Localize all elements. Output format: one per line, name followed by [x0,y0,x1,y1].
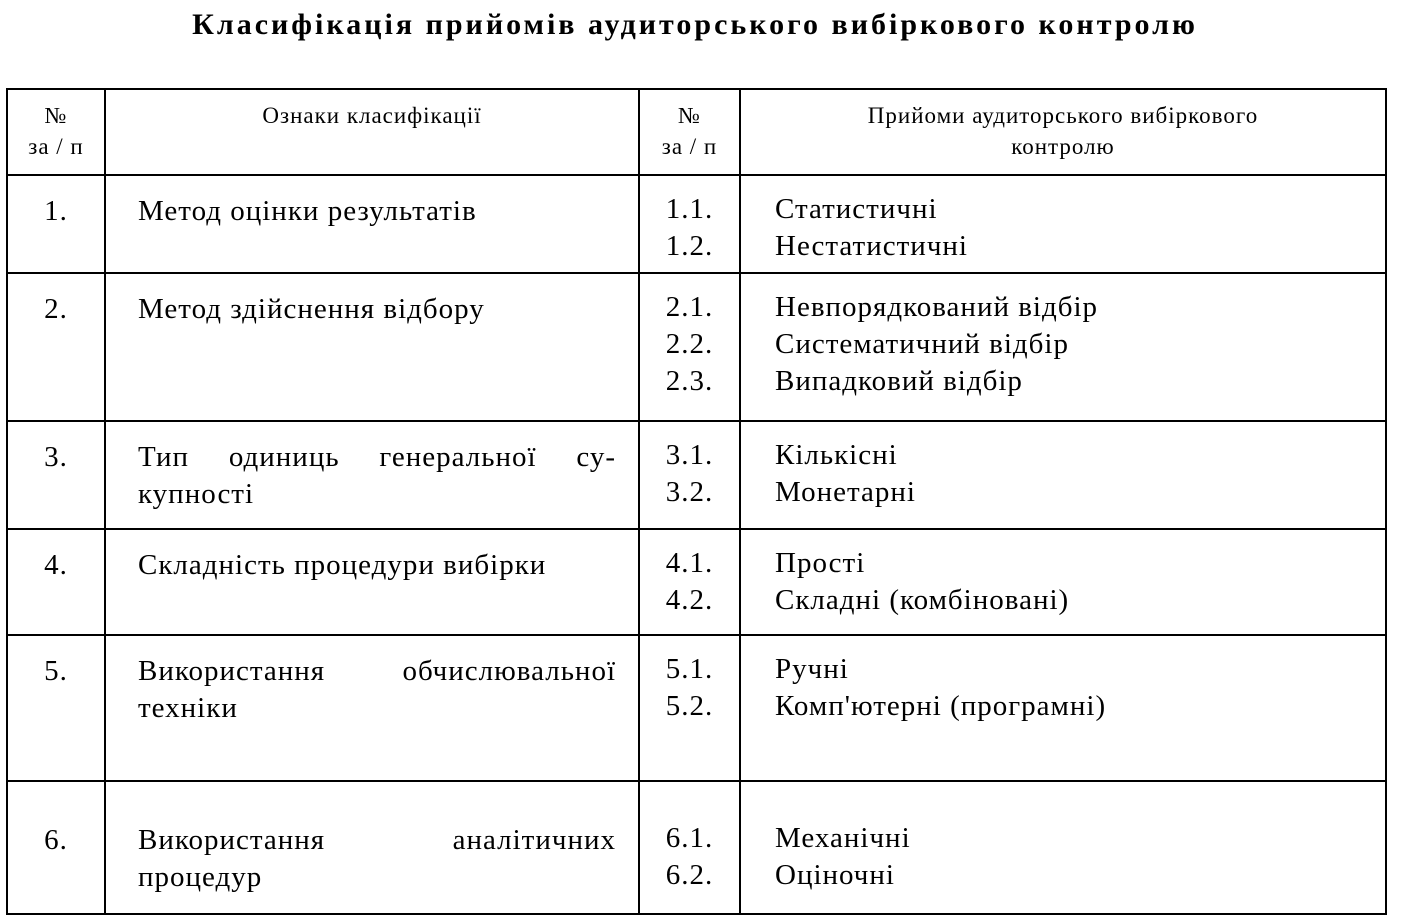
header-sign-label: Ознаки класифікації [262,103,482,128]
header-num-order: за / п [28,134,84,159]
header-classification-sign [105,89,639,175]
header-subnum-sign: № [678,103,701,128]
classification-table [6,88,1387,915]
header-methods [740,89,1386,175]
method-label: Монетарні [775,476,916,508]
method-numbers [639,781,740,914]
header-methods-line-1: Прийоми аудиторського вибіркового [867,103,1259,128]
method-label: Статистичні [775,193,938,225]
method-label: Нестатистичні [775,230,968,262]
method-labels [740,175,1386,273]
classification-sign [105,273,639,421]
classification-sign [105,175,639,273]
method-label: Комп'ютерні (програмні) [775,690,1107,722]
classification-sign [105,421,639,529]
row-number: 3. [7,421,105,529]
method-number: 2.2. [665,328,714,360]
method-number: 5.2. [665,690,714,722]
method-labels [740,781,1386,914]
row-number: 6. [7,781,105,914]
table-row [7,781,1386,914]
method-numbers [639,175,740,273]
classification-sign [105,635,639,781]
header-methods-line-2: контролю [1011,134,1115,159]
table-header-row [7,89,1386,175]
classification-sign-text: Метод здійснення відбору [138,293,485,325]
method-number: 1.2. [665,230,714,262]
method-number: 1.1. [665,193,714,225]
method-number: 5.1. [665,653,714,685]
row-number: 1. [7,175,105,273]
header-subnum-order: за / п [661,134,718,159]
method-number: 4.1. [665,547,714,579]
method-number: 3.1. [665,439,714,471]
method-label: Прості [775,547,866,579]
row-number: 5. [7,635,105,781]
table-row [7,175,1386,273]
method-labels [740,529,1386,635]
table-row [7,273,1386,421]
method-numbers [639,273,740,421]
method-label: Невпорядкований відбір [775,291,1099,323]
header-subnum [639,89,740,175]
method-labels [740,635,1386,781]
method-number: 6.2. [665,859,714,891]
method-label: Механічні [775,822,911,854]
classification-sign-text: Метод оцінки результатів [138,195,477,227]
row-number: 2. [7,273,105,421]
method-label: Випадковий відбір [775,365,1023,397]
page-title: Класифікація прийомів аудиторського вибіркового контролю [192,8,1198,41]
classification-sign [105,529,639,635]
method-numbers [639,529,740,635]
method-label: Складні (комбіновані) [775,584,1070,616]
method-labels [740,273,1386,421]
method-labels [740,421,1386,529]
method-number: 2.1. [665,291,714,323]
method-label: Ручні [775,653,849,685]
row-number: 4. [7,529,105,635]
classification-sign-text: Складність процедури вибірки [138,549,547,581]
table-row [7,635,1386,781]
table-row [7,421,1386,529]
header-num [7,89,105,175]
classification-sign [105,781,639,914]
method-numbers [639,421,740,529]
classification-sign-text: Використання обчислювальної техніки [138,655,616,724]
method-numbers [639,635,740,781]
table-row [7,529,1386,635]
method-number: 3.2. [665,476,714,508]
classification-sign-text: Використання аналітичних процедур [138,824,616,893]
classification-sign-text: Тип одиниць генеральної су-купності [138,441,616,510]
method-number: 2.3. [665,365,714,397]
header-num-sign: № [44,103,68,128]
method-number: 4.2. [665,584,714,616]
method-label: Оціночні [775,859,895,891]
method-label: Систематичний відбір [775,328,1069,360]
method-label: Кількісні [775,439,898,471]
method-number: 6.1. [665,822,714,854]
